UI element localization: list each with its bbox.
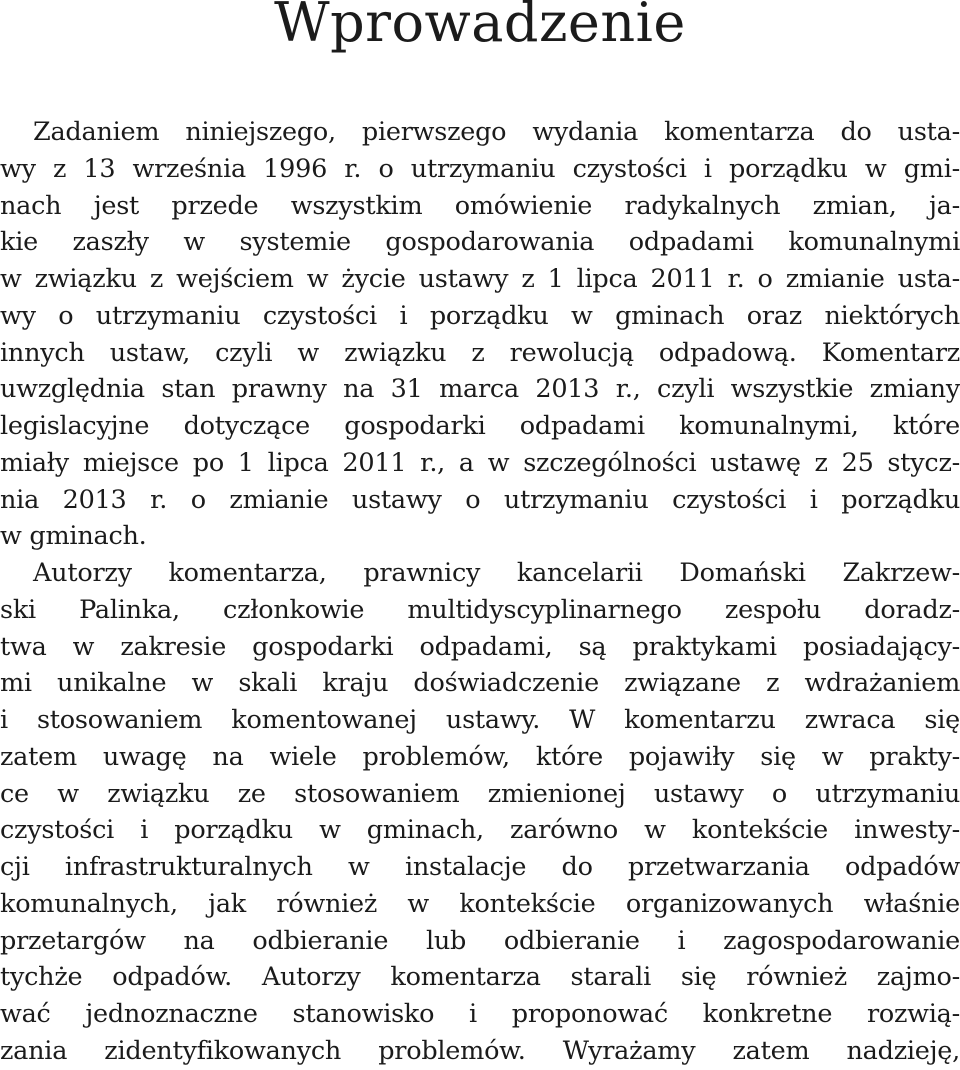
- text-line: cji infrastrukturalnych w instalacje do przetwarzania odpadów: [0, 852, 960, 882]
- text-line: nia 2013 r. o zmianie ustawy o utrzymaniu czystości i porządku: [0, 484, 960, 515]
- body-text: [0, 114, 960, 1070]
- text-line: komunalnych, jak również w kontekście organizowanych właśnie: [0, 888, 960, 919]
- text-line: Autorzy komentarza, prawnicy kancelarii Domański Zakrzew-: [33, 558, 960, 588]
- paragraph-1: [0, 114, 960, 555]
- text-line: zatem uwagę na wiele problemów, które pojawiły się w prakty-: [0, 741, 960, 772]
- text-line: miały miejsce po 1 lipca 2011 r., a w szczególności ustawę z 25 stycz-: [0, 447, 960, 478]
- text-line: przetargów na odbieranie lub odbieranie i zagospodarowanie: [0, 925, 960, 956]
- text-line: Zadaniem niniejszego, pierwszego wydania komentarza do usta-: [33, 117, 960, 147]
- text-line: czystości i porządku w gminach, zarówno w kontekście inwesty-: [0, 815, 960, 846]
- text-line: uwzględnia stan prawny na 31 marca 2013 r., czyli wszystkie zmiany: [0, 374, 960, 405]
- text-line: innych ustaw, czyli w związku z rewolucją odpadową. Komentarz: [0, 337, 960, 368]
- text-line: nach jest przede wszystkim omówienie radykalnych zmian, ja-: [0, 190, 960, 221]
- text-line: w związku z wejściem w życie ustawy z 1 lipca 2011 r. o zmianie usta-: [0, 264, 960, 294]
- text-line: zania zidentyfikowanych problemów. Wyrażamy zatem nadzieję,: [0, 1035, 960, 1066]
- paragraph-2: [0, 555, 960, 1070]
- text-line: legislacyjne dotyczące gospodarki odpadami komunalnymi, które: [0, 411, 960, 441]
- text-line: tychże odpadów. Autorzy komentarza starali się również zajmo-: [0, 962, 960, 993]
- page-title: Wprowadzenie: [274, 0, 686, 54]
- text-line: wać jednoznaczne stanowisko i proponować konkretne rozwią-: [0, 999, 960, 1029]
- text-line: i stosowaniem komentowanej ustawy. W komentarzu zwraca się: [0, 705, 960, 735]
- text-line: ski Palinka, członkowie multidyscyplinarnego zespołu doradz-: [0, 594, 960, 625]
- text-line: wy o utrzymaniu czystości i porządku w gminach oraz niektórych: [0, 300, 960, 331]
- text-line: mi unikalne w skali kraju doświadczenie związane z wdrażaniem: [0, 668, 960, 699]
- text-line: kie zaszły w systemie gospodarowania odpadami komunalnymi: [0, 227, 960, 258]
- text-line: ce w związku ze stosowaniem zmienionej ustawy o utrzymaniu: [0, 778, 960, 809]
- text-line: w gminach.: [0, 521, 147, 552]
- text-line: wy z 13 września 1996 r. o utrzymaniu czystości i porządku w gmi-: [0, 153, 960, 184]
- text-line: twa w zakresie gospodarki odpadami, są praktykami posiadający-: [0, 631, 960, 662]
